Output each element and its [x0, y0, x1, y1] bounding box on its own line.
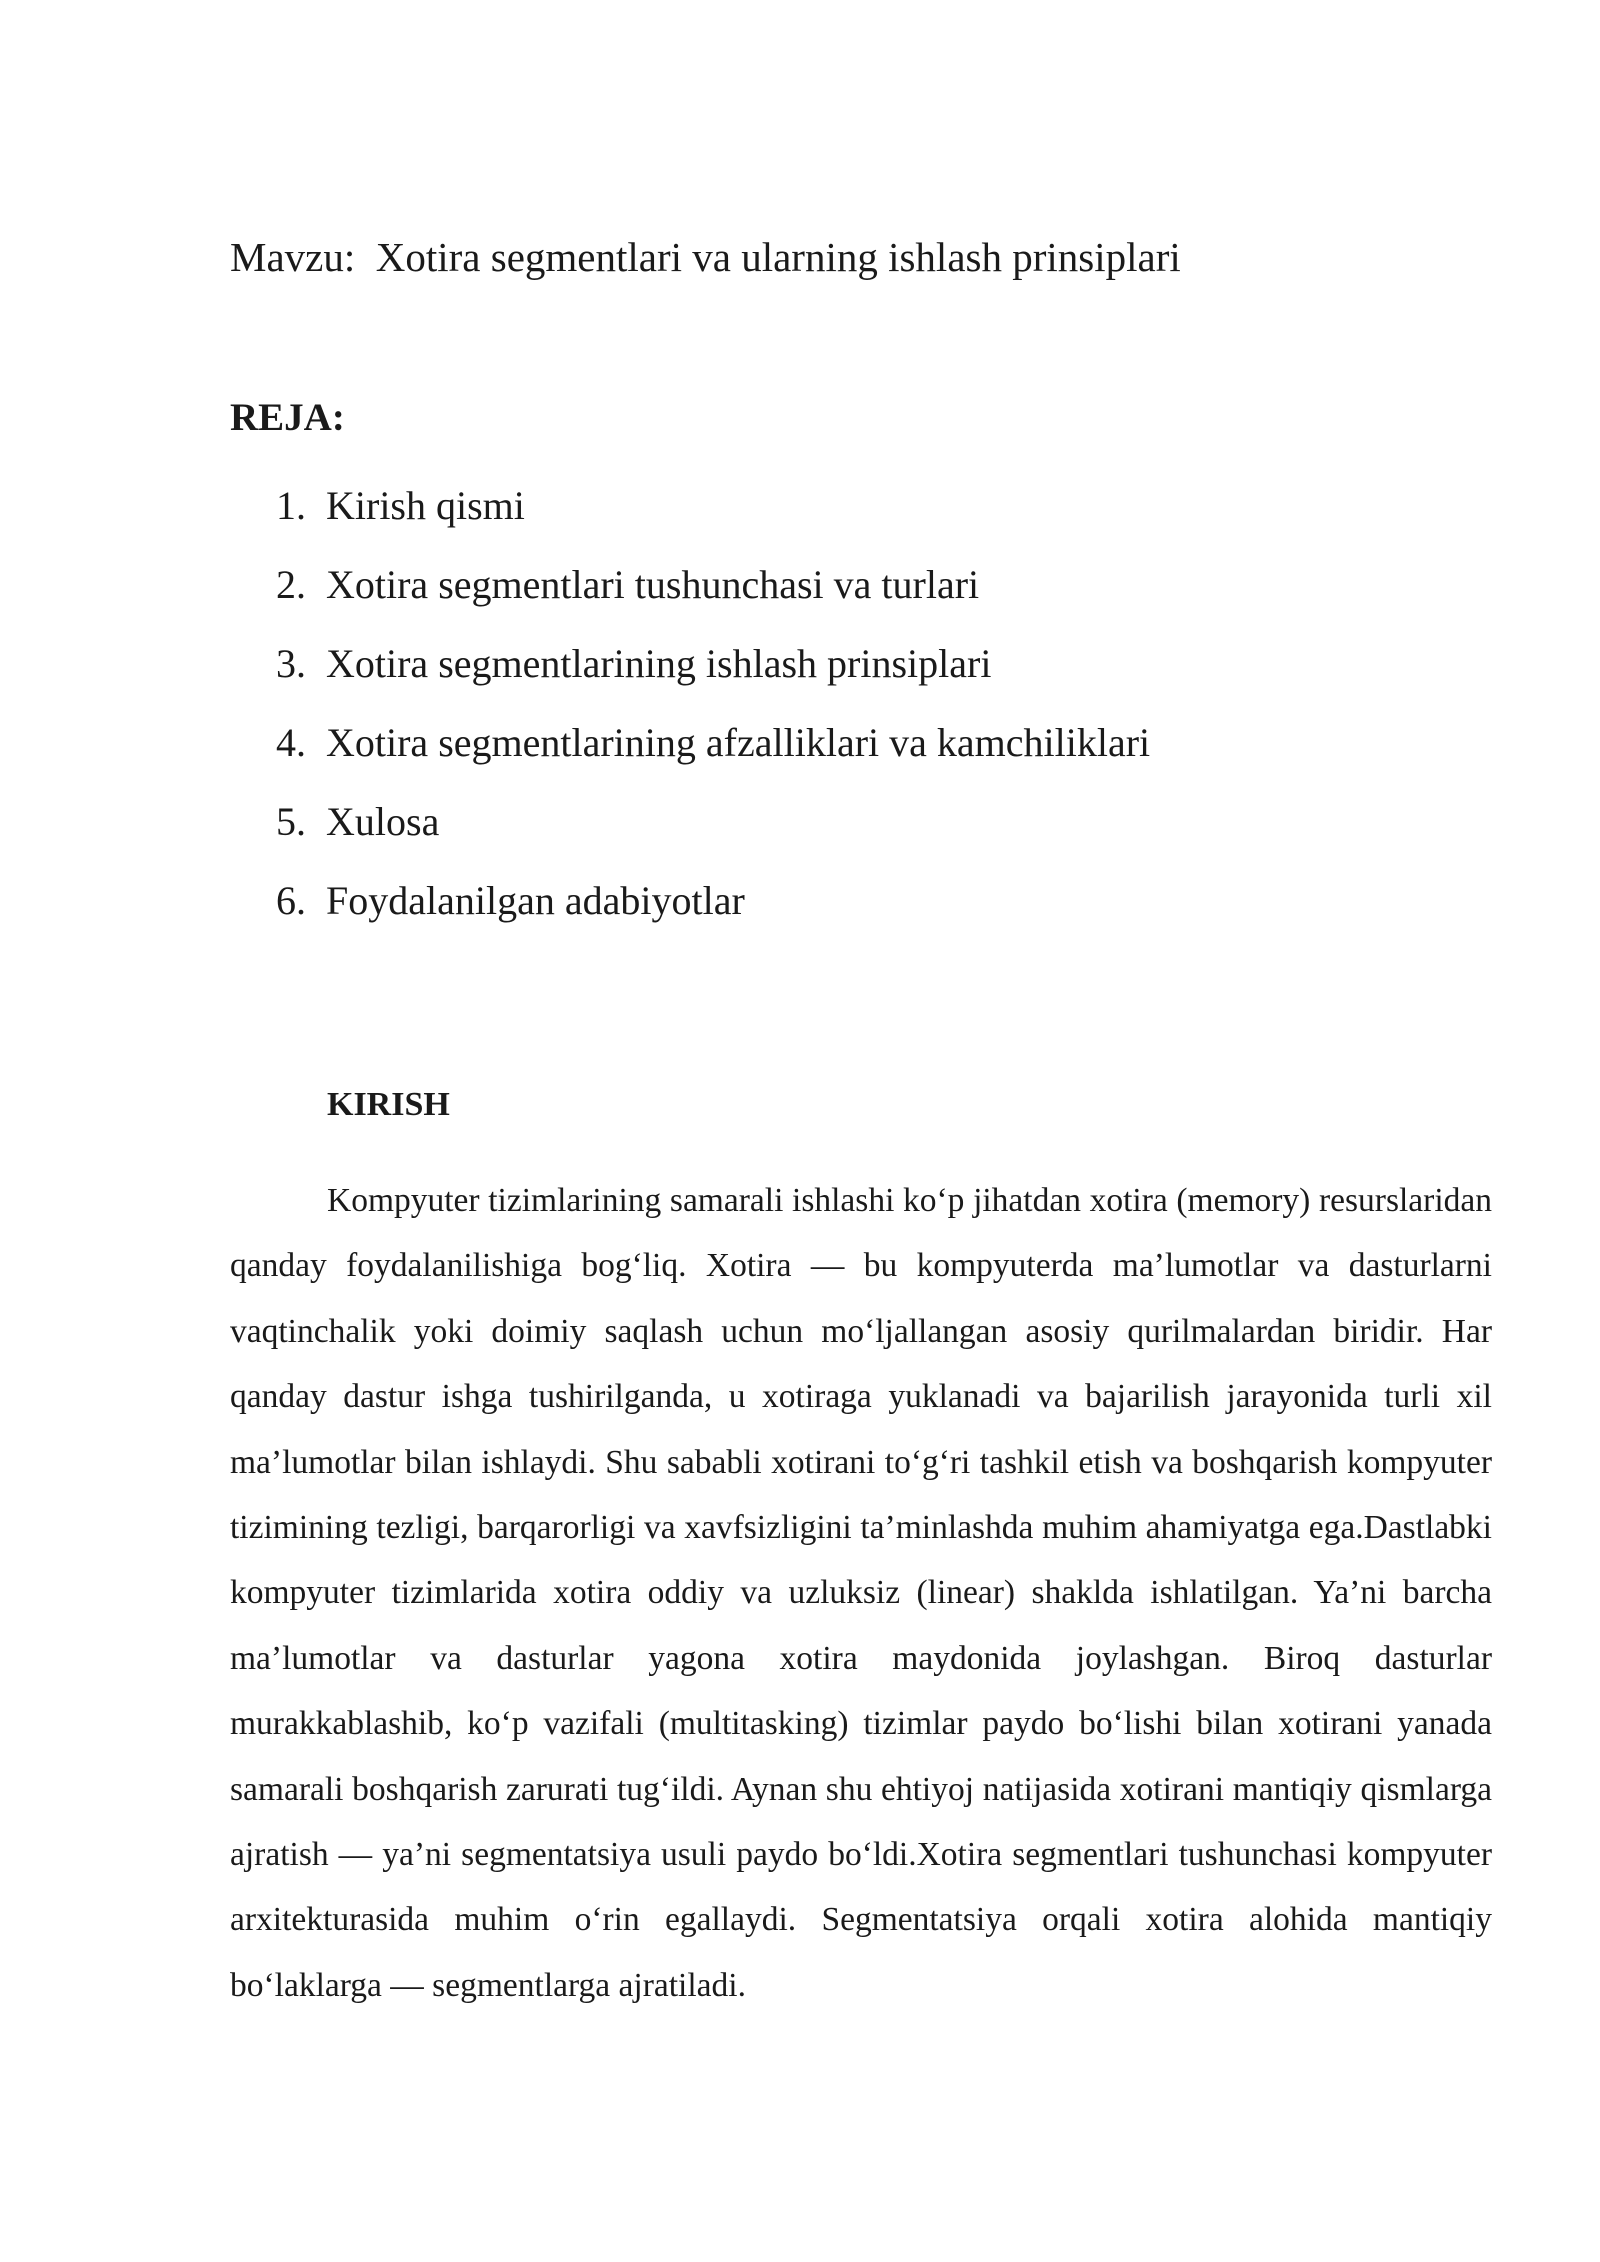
plan-item-text: Xotira segmentlarining afzalliklari va kamchiliklari: [326, 720, 1151, 765]
plan-item-text: Kirish qismi: [326, 483, 525, 528]
plan-item: [276, 624, 1150, 703]
plan-item-number: 4.: [276, 720, 306, 765]
plan-item: [276, 703, 1150, 782]
intro-paragraph: Kompyuter tizimlarining samarali ishlashi ko‘p jihatdan xotira (memory) resurslaridan qanday foydalanilishiga bog‘liq. Xotira — bu kompyuterda ma’lumotlar va dasturlarni vaqtinchalik yoki doimiy saqlash uchun mo‘ljallangan asosiy qurilmalardan biridir. Har qanday dastur ishga tushirilganda, u xotiraga yuklanadi va bajarilish jarayonida turli xil ma’lumotlar bilan ishlaydi. Shu sababli xotirani to‘g‘ri tashkil etish va boshqarish kompyuter tizimining tezligi, barqarorligi va xavfsizligini ta’minlashda muhim ahamiyatga ega.Dastlabki kompyuter tizimlarida xotira oddiy va uzluksiz (linear) shaklda ishlatilgan. Ya’ni barcha ma’lumotlar va dasturlar yagona xotira maydonida joylashgan. Biroq dasturlar murakkablashib, ko‘p vazifali (multitasking) tizimlar paydo bo‘lishi bilan xotirani yanada samarali boshqarish zarurati tug‘ildi. Aynan shu ehtiyoj natijasida xotirani mantiqiy qismlarga ajratish — ya’ni segmentatsiya usuli paydo bo‘ldi.Xotira segmentlari tushunchasi kompyuter arxitekturasida muhim o‘rin egallaydi. Segmentatsiya orqali xotira alohida mantiqiy bo‘laklarga — segmentlarga ajratiladi.: [230, 1182, 1492, 2004]
plan-item-number: 6.: [276, 878, 306, 923]
document-topic: Mavzu: Xotira segmentlari va ularning ishlash prinsiplari: [230, 234, 1181, 280]
plan-heading: REJA:: [230, 396, 345, 439]
plan-item-number: 5.: [276, 799, 306, 844]
plan-item: [276, 466, 1150, 545]
plan-item: [276, 782, 1150, 861]
plan-item-text: Foydalanilgan adabiyotlar: [326, 878, 745, 923]
plan-item-text: Xotira segmentlari tushunchasi va turlari: [326, 562, 980, 607]
plan-item-text: Xotira segmentlarining ishlash prinsiplari: [326, 641, 992, 686]
plan-item-number: 2.: [276, 562, 306, 607]
plan-item: [276, 545, 1150, 624]
plan-item-text: Xulosa: [326, 799, 440, 844]
plan-item-number: 1.: [276, 483, 306, 528]
plan-list: [276, 466, 1150, 940]
plan-item: [276, 861, 1150, 940]
intro-heading: KIRISH: [327, 1086, 450, 1123]
plan-item-number: 3.: [276, 641, 306, 686]
